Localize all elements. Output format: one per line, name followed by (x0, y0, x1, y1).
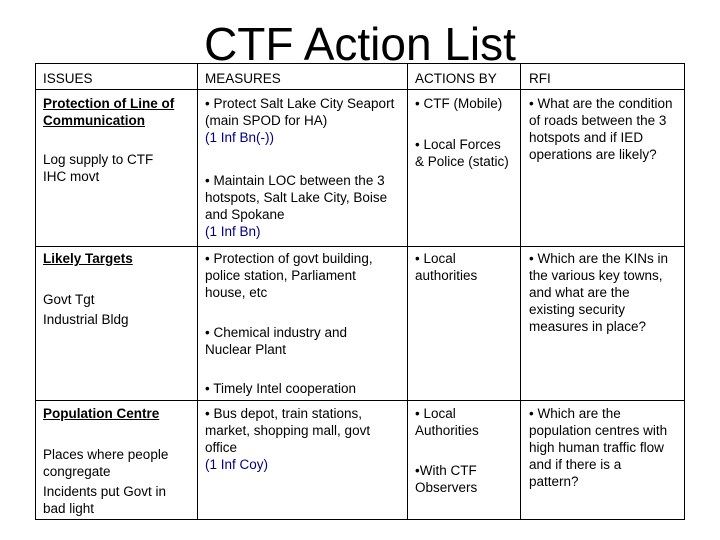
unit-label: (1 Inf Bn) (205, 224, 261, 239)
action-item: • CTF (Mobile) (415, 96, 503, 111)
unit-label: (1 Inf Coy) (205, 457, 269, 472)
row-divider (36, 400, 684, 401)
action-item: • Local authorities (415, 251, 478, 283)
rfi-item: • What are the condition of roads between the 3 hotspots and if IED operations are likely? (529, 96, 673, 162)
issue-detail: Incidents put Govt in bad light (43, 484, 167, 516)
issue-heading: Population Centre (43, 406, 160, 421)
issue-detail: Govt Tgt Industrial Bldg (43, 292, 129, 327)
measure-item: • Timely Intel cooperation (205, 381, 357, 396)
rfi-item: • Which are the KINs in the various key towns, and what are the existing security measures in place? (529, 251, 669, 334)
row-divider (36, 89, 684, 90)
issue-detail: Log supply to CTF IHC movt (43, 152, 154, 184)
issue-detail: Places where people congregate (43, 447, 169, 479)
column-divider (197, 64, 198, 519)
action-item: •With CTF Observers (415, 463, 478, 495)
measure-item: • Maintain LOC between the 3 hotspots, Salt Lake City, Boise and Spokane (1 Inf Bn) (205, 173, 388, 239)
measure-item: • Bus depot, train stations, market, shopping mall, govt office (1 Inf Coy) (205, 406, 371, 472)
header-measures: MEASURES (205, 71, 281, 86)
measure-item: • Protect Salt Lake City Seaport (main SPOD for HA) (1 Inf Bn(-)) (205, 96, 395, 145)
measure-item: • Chemical industry and Nuclear Plant (205, 325, 348, 357)
action-list-table (35, 63, 685, 520)
issue-heading: Likely Targets (43, 251, 133, 266)
header-actions-by: ACTIONS BY (415, 71, 497, 86)
header-rfi: RFI (529, 71, 551, 86)
unit-label: (1 Inf Bn(-)) (205, 130, 275, 145)
column-divider (407, 64, 408, 519)
page-title: CTF Action List (204, 18, 516, 70)
action-item: • Local Authorities (415, 406, 479, 438)
header-issues: ISSUES (43, 71, 93, 86)
issue-heading: Protection of Line of Communication (43, 96, 175, 128)
measure-item: • Protection of govt building, police station, Parliament house, etc (205, 251, 373, 300)
action-item: • Local Forces & Police (static) (415, 137, 509, 169)
row-divider (36, 246, 684, 247)
rfi-item: • Which are the population centres with high human traffic flow and if there is a pattern? (529, 406, 668, 489)
column-divider (520, 64, 521, 519)
